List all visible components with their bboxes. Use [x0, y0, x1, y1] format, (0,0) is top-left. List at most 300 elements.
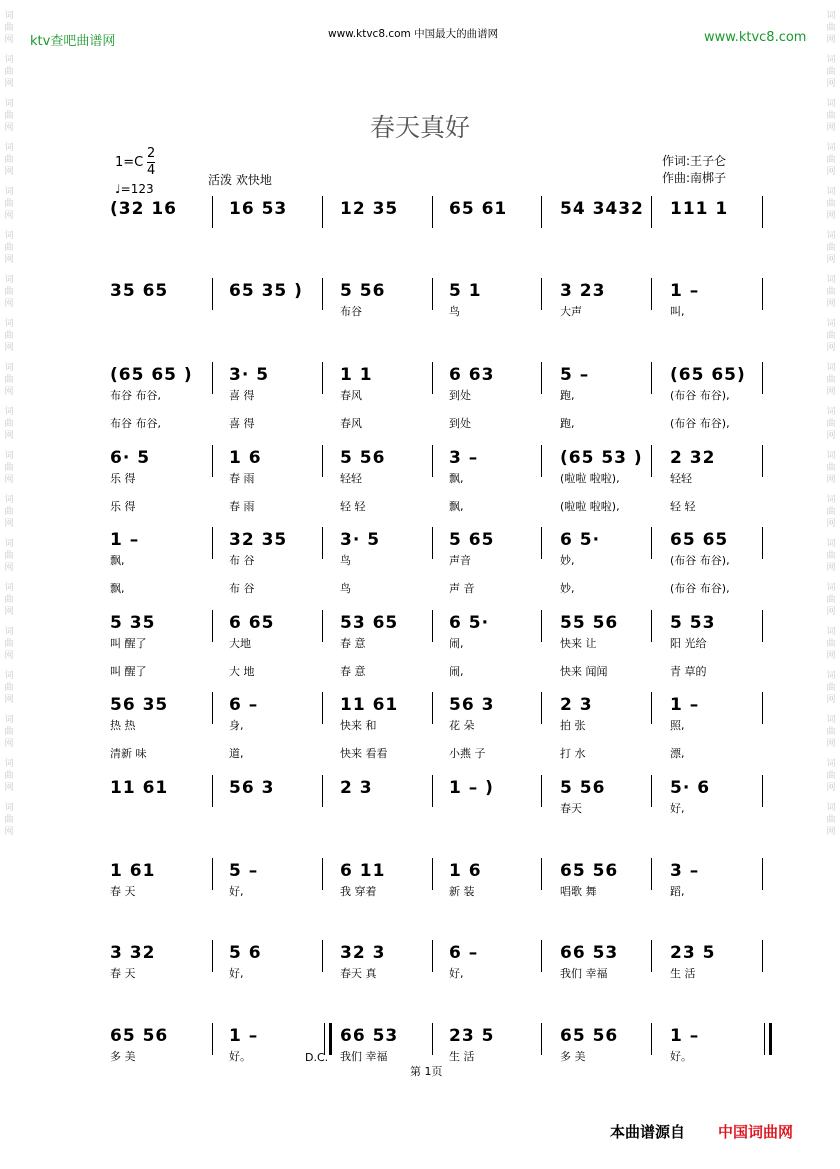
barline [541, 1023, 542, 1055]
lyric-verse-2: 道, [229, 747, 244, 760]
watermark-char: 曲 [4, 111, 14, 121]
lyric-verse-1: 我们 幸福 [560, 967, 608, 980]
lyric-verse-1: 飘, [110, 554, 125, 567]
watermark-group [2, 538, 16, 574]
measure-notes: 16 53 [229, 199, 288, 219]
watermark-char: 网 [826, 431, 836, 441]
measure-notes: 35 65 [110, 281, 169, 301]
watermark-char: 曲 [826, 771, 836, 781]
composer-credit: 作曲:南梆子 [662, 171, 727, 185]
lyric-verse-2: 春风 [340, 417, 362, 430]
watermark-char: 词 [826, 407, 836, 417]
measure-notes: 1 6 [449, 861, 482, 881]
watermark-group [824, 670, 838, 706]
watermark-char: 词 [4, 143, 14, 153]
watermark-char: 词 [4, 759, 14, 769]
watermark-char: 词 [826, 187, 836, 197]
watermark-char: 曲 [4, 639, 14, 649]
barline [322, 610, 323, 642]
barline [651, 1023, 652, 1055]
watermark-char: 网 [4, 343, 14, 353]
barline [651, 278, 652, 310]
watermark-group [2, 802, 16, 838]
barline [762, 610, 763, 642]
lyric-verse-2: 乐 得 [110, 500, 136, 513]
measure-notes: 1 – [229, 1026, 259, 1046]
watermark-group [2, 406, 16, 442]
lyric-verse-1: 花 朵 [449, 719, 475, 732]
watermark-char: 网 [4, 519, 14, 529]
measure-notes: (65 65) [670, 365, 746, 385]
lyric-verse-1: 好。 [670, 1050, 692, 1063]
watermark-char: 曲 [4, 419, 14, 429]
watermark-group [824, 406, 838, 442]
watermark-char: 词 [4, 539, 14, 549]
watermark-char: 网 [826, 783, 836, 793]
watermark-char: 曲 [826, 67, 836, 77]
header-site-url[interactable]: www.ktvc8.com [704, 30, 807, 45]
barline [762, 858, 763, 890]
watermark-char: 网 [4, 299, 14, 309]
lyric-verse-2: 妙, [560, 582, 575, 595]
lyric-verse-1: 好, [449, 967, 464, 980]
lyric-verse-2: 到处 [449, 417, 471, 430]
watermark-group [824, 54, 838, 90]
watermark-char: 曲 [4, 23, 14, 33]
watermark-char: 曲 [826, 463, 836, 473]
measure-notes: 3 – [449, 448, 479, 468]
watermark-char: 网 [4, 563, 14, 573]
watermark-group [2, 318, 16, 354]
watermark-char: 词 [4, 715, 14, 725]
lyric-verse-1: 多 美 [110, 1050, 136, 1063]
watermark-group [2, 450, 16, 486]
watermark-char: 曲 [4, 683, 14, 693]
barline [322, 196, 323, 228]
barline [651, 362, 652, 394]
measure-notes: 11 61 [340, 695, 399, 715]
watermark-char: 词 [826, 671, 836, 681]
watermark-char: 网 [4, 35, 14, 45]
watermark-char: 词 [4, 231, 14, 241]
watermark-char: 网 [4, 123, 14, 133]
barline [432, 445, 433, 477]
watermark-char: 曲 [4, 507, 14, 517]
lyric-verse-2: 漂, [670, 747, 685, 760]
barline [212, 278, 213, 310]
watermark-char: 词 [4, 627, 14, 637]
watermark-char: 词 [826, 451, 836, 461]
measure-notes: 65 35 ) [229, 281, 303, 301]
measure-notes: 6 5· [560, 530, 601, 550]
lyric-verse-1: 春 意 [340, 637, 366, 650]
watermark-char: 曲 [4, 243, 14, 253]
barline [322, 527, 323, 559]
measure-notes: (65 65 ) [110, 365, 193, 385]
lyric-verse-1: 布谷 布谷, [110, 389, 161, 402]
lyric-verse-1: 春天 [560, 802, 582, 815]
barline [541, 278, 542, 310]
measure-notes: 5· 6 [670, 778, 711, 798]
barline [762, 445, 763, 477]
measure-notes: 2 3 [340, 778, 373, 798]
watermark-char: 曲 [826, 727, 836, 737]
time-signature-top: 2 [147, 146, 156, 161]
watermark-char: 曲 [826, 815, 836, 825]
watermark-group [2, 274, 16, 310]
barline [212, 362, 213, 394]
watermark-group [824, 714, 838, 750]
lyric-verse-2: 叫 醒了 [110, 665, 147, 678]
watermark-group [824, 318, 838, 354]
barline [322, 445, 323, 477]
lyric-verse-2: 清新 味 [110, 747, 147, 760]
lyric-verse-1: 春 天 [110, 885, 136, 898]
barline [762, 692, 763, 724]
barline [432, 775, 433, 807]
measure-notes: 65 61 [449, 199, 508, 219]
lyric-verse-2: (啦啦 啦啦), [560, 500, 620, 513]
watermark-group [2, 582, 16, 618]
barline [322, 775, 323, 807]
lyric-verse-1: 新 装 [449, 885, 475, 898]
lyric-verse-1: 飘, [449, 472, 464, 485]
lyric-verse-2: 喜 得 [229, 417, 255, 430]
measure-notes: 65 56 [560, 1026, 619, 1046]
barline [651, 527, 652, 559]
watermark-char: 网 [826, 387, 836, 397]
watermark-group [2, 54, 16, 90]
lyric-verse-1: 照, [670, 719, 685, 732]
watermark-group [824, 758, 838, 794]
measure-notes: 55 56 [560, 613, 619, 633]
barline [651, 940, 652, 972]
barline [212, 527, 213, 559]
lyricist-credit: 作词:王子仑 [662, 154, 727, 168]
watermark-char: 词 [826, 55, 836, 65]
watermark-char: 网 [826, 475, 836, 485]
watermark-char: 曲 [826, 507, 836, 517]
barline [432, 610, 433, 642]
measure-notes: 5 53 [670, 613, 716, 633]
lyric-verse-1: 鸟 [340, 554, 351, 567]
barline [432, 196, 433, 228]
watermark-group [2, 142, 16, 178]
lyric-verse-1: 好, [229, 885, 244, 898]
lyric-verse-1: 我 穿着 [340, 885, 377, 898]
watermark-char: 词 [826, 759, 836, 769]
measure-notes: 1 – ) [449, 778, 494, 798]
barline [432, 278, 433, 310]
watermark-char: 网 [4, 167, 14, 177]
measure-notes: 1 – [670, 695, 700, 715]
watermark-group [824, 582, 838, 618]
watermark-group [2, 230, 16, 266]
barline [541, 775, 542, 807]
barline [762, 527, 763, 559]
barline [432, 527, 433, 559]
watermark-char: 网 [4, 475, 14, 485]
measure-notes: 5 56 [340, 448, 386, 468]
measure-notes: 3 23 [560, 281, 606, 301]
watermark-char: 曲 [4, 771, 14, 781]
watermark-char: 词 [826, 275, 836, 285]
watermark-group [2, 758, 16, 794]
watermark-char: 词 [4, 55, 14, 65]
watermark-char: 网 [826, 827, 836, 837]
lyric-verse-1: 身, [229, 719, 244, 732]
measure-notes: 1 – [110, 530, 140, 550]
watermark-group [2, 362, 16, 398]
barline [212, 775, 213, 807]
watermark-char: 词 [826, 803, 836, 813]
lyric-verse-1: 好, [229, 967, 244, 980]
key-signature: 1=C [115, 155, 144, 170]
measure-notes: 54 3432 [560, 199, 644, 219]
footer-source-site[interactable]: 中国词曲网 [718, 1123, 794, 1141]
measure-notes: 3· 5 [229, 365, 270, 385]
measure-notes: 56 3 [229, 778, 275, 798]
lyric-verse-1: 轻轻 [340, 472, 362, 485]
measure-notes: 66 53 [560, 943, 619, 963]
lyric-verse-2: 布谷 布谷, [110, 417, 161, 430]
measure-notes: 6 63 [449, 365, 495, 385]
barline [541, 858, 542, 890]
watermark-char: 词 [4, 187, 14, 197]
measure-notes: 1 – [670, 281, 700, 301]
measure-notes: 5 – [229, 861, 259, 881]
watermark-char: 词 [826, 627, 836, 637]
lyric-verse-2: 快来 看看 [340, 747, 388, 760]
watermark-char: 词 [4, 671, 14, 681]
lyric-verse-1: (啦啦 啦啦), [560, 472, 620, 485]
lyric-verse-1: 叫, [670, 305, 685, 318]
watermark-char: 网 [826, 255, 836, 265]
lyric-verse-1: 蹈, [670, 885, 685, 898]
watermark-char: 曲 [4, 375, 14, 385]
lyric-verse-1: 闹, [449, 637, 464, 650]
measure-notes: 1 – [670, 1026, 700, 1046]
header-slogan: www.ktvc8.com 中国最大的曲谱网 [328, 28, 499, 40]
lyric-verse-1: (布谷 布谷), [670, 389, 730, 402]
barline [322, 940, 323, 972]
measure-notes: 5 1 [449, 281, 482, 301]
barline [762, 278, 763, 310]
watermark-char: 词 [826, 231, 836, 241]
watermark-group [824, 494, 838, 530]
lyric-verse-2: 跑, [560, 417, 575, 430]
watermark-group [824, 10, 838, 46]
lyric-verse-2: 布 谷 [229, 582, 255, 595]
watermark-char: 词 [826, 99, 836, 109]
lyric-verse-1: 声音 [449, 554, 471, 567]
expression-marking: 活泼 欢快地 [208, 173, 272, 187]
watermark-group [824, 538, 838, 574]
da-capo-mark: D.C. [305, 1051, 329, 1064]
lyric-verse-2: 轻 轻 [670, 500, 696, 513]
watermark-char: 词 [4, 319, 14, 329]
watermark-char: 词 [4, 451, 14, 461]
measure-notes: 3 32 [110, 943, 156, 963]
watermark-char: 词 [826, 583, 836, 593]
watermark-char: 词 [826, 495, 836, 505]
barline [212, 1023, 213, 1055]
watermark-char: 曲 [826, 375, 836, 385]
barline [651, 196, 652, 228]
watermark-char: 网 [4, 387, 14, 397]
watermark-char: 网 [826, 695, 836, 705]
watermark-group [824, 230, 838, 266]
watermark-char: 词 [4, 407, 14, 417]
watermark-group [2, 670, 16, 706]
lyric-verse-2: 飘, [110, 582, 125, 595]
barline [541, 527, 542, 559]
barline [212, 610, 213, 642]
barline [541, 196, 542, 228]
watermark-char: 词 [4, 803, 14, 813]
watermark-char: 曲 [4, 551, 14, 561]
measure-notes: 56 35 [110, 695, 169, 715]
watermark-char: 曲 [4, 463, 14, 473]
watermark-char: 曲 [4, 67, 14, 77]
measure-notes: 2 3 [560, 695, 593, 715]
lyric-verse-2: 青 草的 [670, 665, 707, 678]
watermark-char: 曲 [826, 551, 836, 561]
watermark-char: 词 [826, 715, 836, 725]
lyric-verse-1: 唱歌 舞 [560, 885, 597, 898]
double-barline [764, 1023, 772, 1055]
measure-notes: 5 56 [340, 281, 386, 301]
measure-notes: 23 5 [670, 943, 716, 963]
lyric-verse-2: 鸟 [340, 582, 351, 595]
watermark-char: 网 [826, 79, 836, 89]
measure-notes: 1 6 [229, 448, 262, 468]
lyric-verse-1: 快来 和 [340, 719, 377, 732]
watermark-char: 网 [826, 651, 836, 661]
watermark-char: 词 [4, 275, 14, 285]
lyric-verse-2: 轻 轻 [340, 500, 366, 513]
barline [322, 362, 323, 394]
watermark-char: 曲 [826, 199, 836, 209]
watermark-char: 网 [826, 519, 836, 529]
lyric-verse-1: 春天 真 [340, 967, 377, 980]
barline [212, 445, 213, 477]
barline [322, 692, 323, 724]
watermark-char: 词 [826, 319, 836, 329]
barline [762, 196, 763, 228]
watermark-char: 网 [4, 607, 14, 617]
watermark-char: 曲 [826, 639, 836, 649]
barline [212, 858, 213, 890]
lyric-verse-1: 鸟 [449, 305, 460, 318]
barline [432, 362, 433, 394]
measure-notes: 1 1 [340, 365, 373, 385]
time-signature [147, 146, 155, 179]
barline [651, 445, 652, 477]
watermark-char: 网 [826, 167, 836, 177]
lyric-verse-1: 快来 让 [560, 637, 597, 650]
watermark-char: 词 [4, 363, 14, 373]
watermark-char: 曲 [826, 595, 836, 605]
measure-notes: (65 53 ) [560, 448, 643, 468]
watermark-char: 曲 [4, 331, 14, 341]
lyric-verse-1: 阳 光给 [670, 637, 707, 650]
watermark-char: 网 [826, 299, 836, 309]
watermark-group [824, 142, 838, 178]
barline [651, 610, 652, 642]
barline [541, 610, 542, 642]
watermark-char: 网 [826, 123, 836, 133]
watermark-char: 网 [826, 563, 836, 573]
watermark-char: 网 [4, 431, 14, 441]
measure-notes: 3· 5 [340, 530, 381, 550]
watermark-char: 曲 [4, 155, 14, 165]
lyric-verse-1: 喜 得 [229, 389, 255, 402]
watermark-char: 词 [826, 363, 836, 373]
lyric-verse-2: 大 地 [229, 665, 255, 678]
lyric-verse-1: 轻轻 [670, 472, 692, 485]
watermark-char: 网 [826, 343, 836, 353]
watermark-group [2, 186, 16, 222]
watermark-char: 词 [826, 11, 836, 21]
watermark-char: 网 [826, 211, 836, 221]
measure-notes: 5 65 [449, 530, 495, 550]
measure-notes: 32 35 [229, 530, 288, 550]
lyric-verse-2: 春 意 [340, 665, 366, 678]
measure-notes: 2 32 [670, 448, 716, 468]
watermark-char: 网 [4, 211, 14, 221]
measure-notes: 32 3 [340, 943, 386, 963]
watermark-char: 网 [4, 739, 14, 749]
lyric-verse-1: 拍 张 [560, 719, 586, 732]
watermark-group [824, 626, 838, 662]
measure-notes: 5 6 [229, 943, 262, 963]
watermark-group [824, 802, 838, 838]
header-site-name[interactable]: ktv查吧曲谱网 [30, 34, 116, 49]
lyric-verse-1: 跑, [560, 389, 575, 402]
watermark-char: 网 [4, 79, 14, 89]
time-signature-bottom: 4 [147, 163, 156, 178]
watermark-char: 词 [4, 99, 14, 109]
barline [651, 858, 652, 890]
watermark-char: 曲 [4, 727, 14, 737]
lyric-verse-1: 春风 [340, 389, 362, 402]
measure-notes: 65 56 [560, 861, 619, 881]
measure-notes: 65 56 [110, 1026, 169, 1046]
watermark-group [2, 494, 16, 530]
lyric-verse-2: 打 水 [560, 747, 586, 760]
measure-notes: 3 – [670, 861, 700, 881]
barline [322, 858, 323, 890]
measure-notes: 6 – [449, 943, 479, 963]
barline [541, 692, 542, 724]
watermark-char: 词 [4, 11, 14, 21]
watermark-group [824, 186, 838, 222]
watermark-char: 词 [4, 583, 14, 593]
measure-notes: 6 65 [229, 613, 275, 633]
lyric-verse-2: (布谷 布谷), [670, 417, 730, 430]
watermark-char: 词 [4, 495, 14, 505]
measure-notes: 111 1 [670, 199, 729, 219]
lyric-verse-1: 生 活 [670, 967, 696, 980]
watermark-char: 曲 [826, 683, 836, 693]
barline [322, 278, 323, 310]
lyric-verse-1: 生 活 [449, 1050, 475, 1063]
watermark-char: 网 [4, 827, 14, 837]
watermark-group [824, 274, 838, 310]
lyric-verse-1: 热 热 [110, 719, 136, 732]
barline [541, 362, 542, 394]
